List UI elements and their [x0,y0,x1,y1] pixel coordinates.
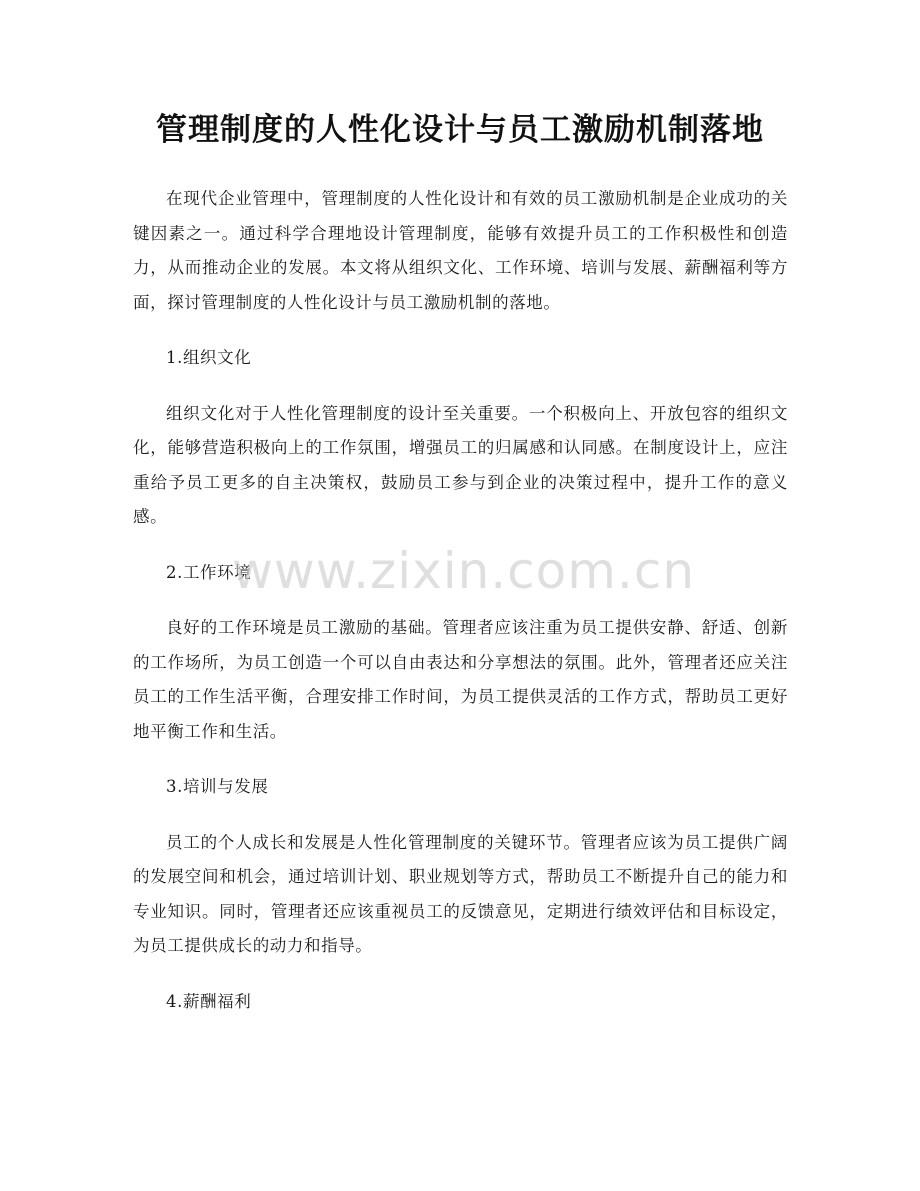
section-heading-training-development: 3.培训与发展 [166,777,269,796]
document-body [133,182,788,1040]
section-heading-organization-culture: 1.组织文化 [166,348,252,367]
watermark: www.zixin.com.cn [232,542,696,600]
section-heading-compensation-benefits: 4.薪酬福利 [166,991,252,1011]
section-heading-work-environment: 2.工作环境 [166,562,252,582]
document-title: 管理制度的人性化设计与员工激励机制落地 [156,112,764,148]
section-paragraph-organization-culture: 组织文化对于人性化管理制度的设计至关重要。一个积极向上、开放包容的组织文化，能够营造积极向上的工作氛围，增强员工的归属感和认同感。在制度设计上，应注重给予员工更多的自主决策权，鼓励员工参与到企业的决策过程中，提升工作的意义感。 [133,403,788,526]
intro-paragraph: 在现代企业管理中，管理制度的人性化设计和有效的员工激励机制是企业成功的关键因素之一。通过科学合理地设计管理制度，能够有效提升员工的工作积极性和创造力，从而推动企业的发展。本文将从组织文化、工作环境、培训与发展、薪酬福利等方面，探讨管理制度的人性化设计与员工激励机制的落地。 [133,189,788,312]
section-paragraph-work-environment: 良好的工作环境是员工激励的基础。管理者应该注重为员工提供安静、舒适、创新的工作场所，为员工创造一个可以自由表达和分享想法的氛围。此外，管理者还应关注员工的工作生活平衡，合理安排工作时间，为员工提供灵活的工作方式，帮助员工更好地平衡工作和生活。 [133,618,788,741]
section-paragraph-training-development: 员工的个人成长和发展是人性化管理制度的关键环节。管理者应该为员工提供广阔的发展空间和机会，通过培训计划、职业规划等方式，帮助员工不断提升自己的能力和专业知识。同时，管理者还应该重视员工的反馈意见，定期进行绩效评估和目标设定，为员工提供成长的动力和指导。 [133,832,788,955]
